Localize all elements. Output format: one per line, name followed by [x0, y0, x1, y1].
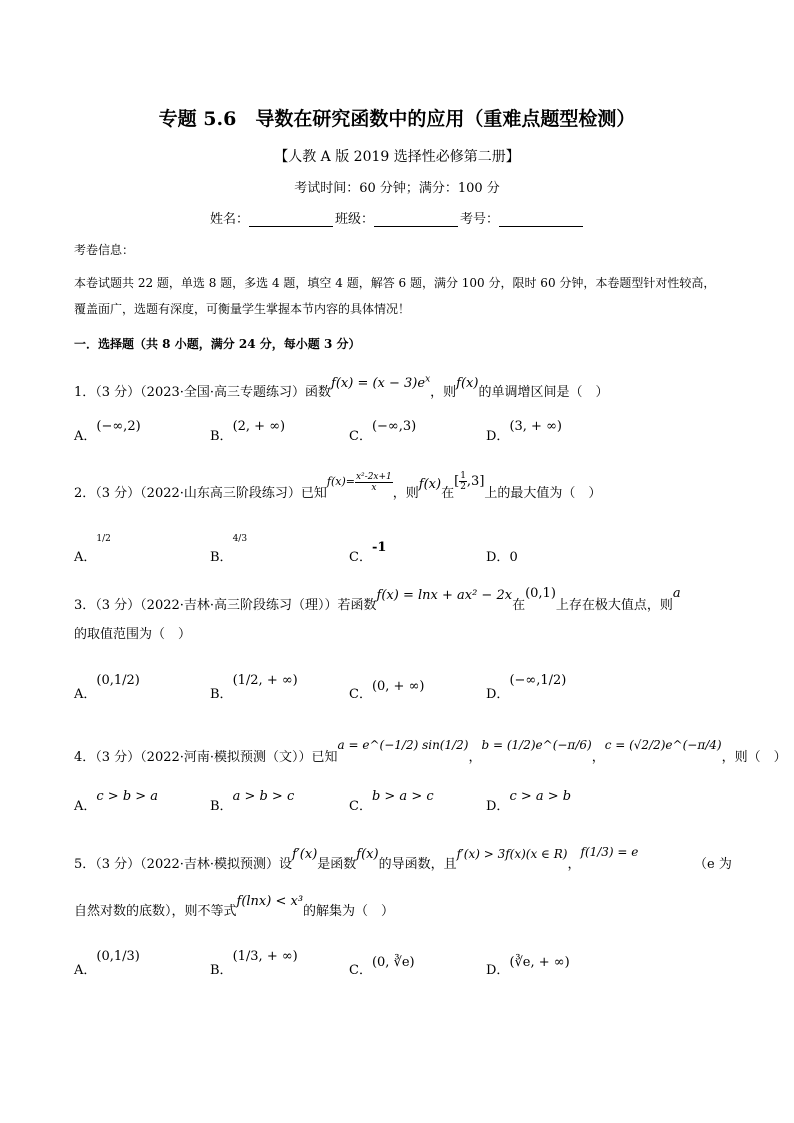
student-fields	[210, 208, 585, 227]
q3-option-a[interactable]	[74, 673, 140, 702]
q5-a-letter: A．	[74, 963, 97, 978]
q3-d-value: (−∞,1/2)	[509, 673, 567, 688]
q5-option-d[interactable]	[486, 955, 570, 978]
name-label: 姓名：	[210, 212, 250, 227]
q5-line2a: 自然对数的底数），则不等式	[74, 904, 237, 919]
q3-c-letter: C．	[349, 687, 372, 702]
q2-option-c[interactable]	[349, 540, 387, 565]
q2-d-value: 0	[509, 550, 518, 565]
question-5: 5．（3 分）（2022·吉林·模拟预测）设f′(x)是函数f(x)的导函数，且f′(x) > 3f(x)(x ∈ R)，f(1/3) = e	[74, 845, 639, 872]
q3-b-value: (1/2, + ∞)	[232, 673, 298, 688]
q1-prefix: 1．（3 分）（2023·全国·高三专题练习）函数	[74, 385, 332, 400]
q3-option-c[interactable]	[349, 679, 425, 702]
id-blank	[499, 212, 583, 227]
q5-cond2: f(1/3) = e	[580, 845, 639, 859]
q5-option-a[interactable]	[74, 949, 140, 978]
q2-mid2: 在	[441, 486, 455, 501]
section-heading: 一．选择题（共 8 小题，满分 24 分，每小题 3 分）	[74, 337, 361, 351]
q4-option-a[interactable]	[74, 789, 159, 814]
q3-a-value: (0,1/2)	[96, 673, 140, 688]
q5-mid2: 的导函数，且	[378, 857, 457, 872]
q3-option-b[interactable]	[210, 673, 298, 702]
q5-f1: f′(x)	[292, 847, 318, 862]
class-blank	[374, 212, 458, 227]
q2-a-letter: A．	[74, 550, 97, 565]
q1-d-value: (3, + ∞)	[509, 419, 562, 434]
q4-a: a = e^(−1/2) sin(1/2)	[337, 738, 469, 752]
q5-b-value: (1/3, + ∞)	[232, 949, 298, 964]
q5-c-letter: C．	[349, 963, 372, 978]
q4-prefix: 4．（3 分）（2022·河南·模拟预测（文））已知	[74, 750, 338, 765]
q2-c-letter: C．	[349, 550, 372, 565]
q4-c-value: b > a > c	[371, 789, 434, 804]
q1-f2: f(x)	[456, 376, 479, 391]
q1-option-a[interactable]	[74, 419, 141, 444]
q2-c-value: -1	[371, 540, 387, 555]
q4-c: c = (√2/2)e^(−π/4)	[604, 738, 722, 752]
q3-c-value: (0, + ∞)	[371, 679, 425, 694]
class-label: 班级：	[335, 212, 375, 227]
q1-f1: f(x) = (x − 3)e	[331, 376, 426, 391]
q5-c-value: (0, ∛e)	[371, 955, 415, 970]
q5-option-c[interactable]	[349, 955, 415, 978]
q5-d-value: (∛e, + ∞)	[509, 955, 570, 970]
q4-a-letter: A．	[74, 799, 97, 814]
q3-f1: f(x) = lnx + ax² − 2x	[376, 588, 513, 603]
q2-frac-num: x²-2x+1	[355, 471, 392, 482]
q2-prefix: 2．（3 分）（2022·山东高三阶段练习）已知	[74, 486, 327, 501]
q1-b-letter: B．	[210, 429, 233, 444]
q1-a-letter: A．	[74, 429, 97, 444]
question-3	[74, 586, 681, 613]
q2-suffix: 上的最大值为（ ）	[484, 486, 602, 501]
q1-d-letter: D．	[486, 429, 510, 444]
q3-b-letter: B．	[210, 687, 233, 702]
q1-c-letter: C．	[349, 429, 372, 444]
question-4: 4．（3 分）（2022·河南·模拟预测（文））已知a = e^(−1/2) sin(1/2)，b = (1/2)e^(−π/6)，c = (√2/2)e^(−π/4)，则（ ）	[74, 738, 787, 765]
q4-c-letter: C．	[349, 799, 372, 814]
q4-option-d[interactable]	[486, 789, 572, 814]
q2-mid: ，则	[392, 486, 419, 501]
q3-prefix: 3．（3 分）（2022·吉林·高三阶段练习（理））若函数	[74, 598, 377, 613]
q1-c-value: (−∞,3)	[371, 419, 417, 434]
q5-line2	[74, 894, 395, 919]
q2-fraction	[355, 472, 393, 493]
page-subtitle: 【人教 A 版 2019 选择性必修第二册】	[274, 149, 520, 165]
q5-line2b: 的解集为（ ）	[303, 904, 395, 919]
q5-cond: f′(x) > 3f(x)(x ∈ R)	[456, 847, 568, 861]
q4-a-value: c > b > a	[96, 789, 159, 804]
q2-interval-frac	[459, 471, 467, 492]
q2-interval: [ $\frac{1}{2}$ ,3]	[454, 471, 485, 492]
q5-a-value: (0,1/3)	[96, 949, 140, 964]
q1-suffix: 的单调增区间是（ ）	[478, 385, 609, 400]
q2-interval-num: 1	[460, 471, 466, 481]
q4-d-letter: D．	[486, 799, 510, 814]
question-1	[74, 374, 609, 400]
q5-f2: f(x)	[356, 847, 379, 862]
q4-b-value: a > b > c	[232, 789, 295, 804]
q2-option-a[interactable]	[74, 534, 111, 565]
q3-a-letter: A．	[74, 687, 97, 702]
q5-note: （e 为	[694, 857, 732, 872]
q2-f2: f(x)	[418, 477, 442, 492]
q2-a-value: 1/2	[96, 534, 111, 544]
q4-b-letter: B．	[210, 799, 233, 814]
info-body: 本卷试题共 22 题，单选 8 题，多选 4 题，填空 4 题，解答 6 题，满分 100 分，限时 60 分钟，本卷题型针对性较高，覆盖面广，选题有深度，可衡量学生掌握本节内容的具体情况！	[74, 276, 716, 316]
q2-b-letter: B．	[210, 550, 233, 565]
q4-b: b = (1/2)e^(−π/6)	[481, 738, 592, 752]
q4-d-value: c > a > b	[509, 789, 572, 804]
q2-interval-den: 2	[460, 482, 466, 492]
q1-option-c[interactable]	[349, 419, 417, 444]
q5-prefix: 5．（3 分）（2022·吉林·模拟预测）设	[74, 857, 293, 872]
q5-b-letter: B．	[210, 963, 233, 978]
q3-mid: 在	[512, 598, 526, 613]
name-blank	[249, 212, 333, 227]
q3-var: a	[672, 586, 681, 601]
info-label: 考卷信息：	[74, 243, 135, 257]
q1-option-d[interactable]	[486, 419, 562, 444]
q1-a-value: (−∞,2)	[96, 419, 141, 434]
q5-option-b[interactable]	[210, 949, 298, 978]
q2-formula	[326, 471, 393, 493]
q2-f1: f(x)=	[326, 475, 355, 488]
q2-option-b[interactable]	[210, 534, 248, 565]
q2-interval-end: ,3	[466, 474, 480, 489]
q5-mid: 是函数	[317, 857, 357, 872]
question-2	[74, 471, 602, 505]
q4-option-b[interactable]	[210, 789, 295, 814]
q3-interval: (0,1)	[525, 586, 556, 601]
q2-d-letter: D．	[486, 550, 510, 565]
page-title: 专题 5.6 导数在研究函数中的应用（重难点题型检测）	[158, 108, 636, 130]
q3-line2: 的取值范围为（ ）	[74, 627, 192, 642]
q5-d-letter: D．	[486, 963, 510, 978]
exam-time: 考试时间：60 分钟；满分：100 分	[294, 181, 500, 196]
q2-option-d[interactable]	[486, 546, 518, 565]
q1-formula	[331, 376, 430, 391]
q1-b-value: (2, + ∞)	[232, 419, 286, 434]
q2-frac-den: x	[371, 482, 377, 493]
q4-suffix: ，则（ ）	[721, 750, 787, 765]
q1-option-b[interactable]	[210, 419, 286, 444]
q3-suffix: 上存在极大值点，则	[555, 598, 673, 613]
q1-mid: ，则	[430, 385, 457, 400]
q3-option-d[interactable]	[486, 673, 567, 702]
q5-ineq: f(lnx) < x³	[236, 894, 304, 909]
id-label: 考号：	[460, 212, 500, 227]
q3-d-letter: D．	[486, 687, 510, 702]
q1-f1-sup: x	[425, 374, 431, 385]
q2-b-value: 4/3	[232, 534, 248, 544]
q4-option-c[interactable]	[349, 789, 434, 814]
